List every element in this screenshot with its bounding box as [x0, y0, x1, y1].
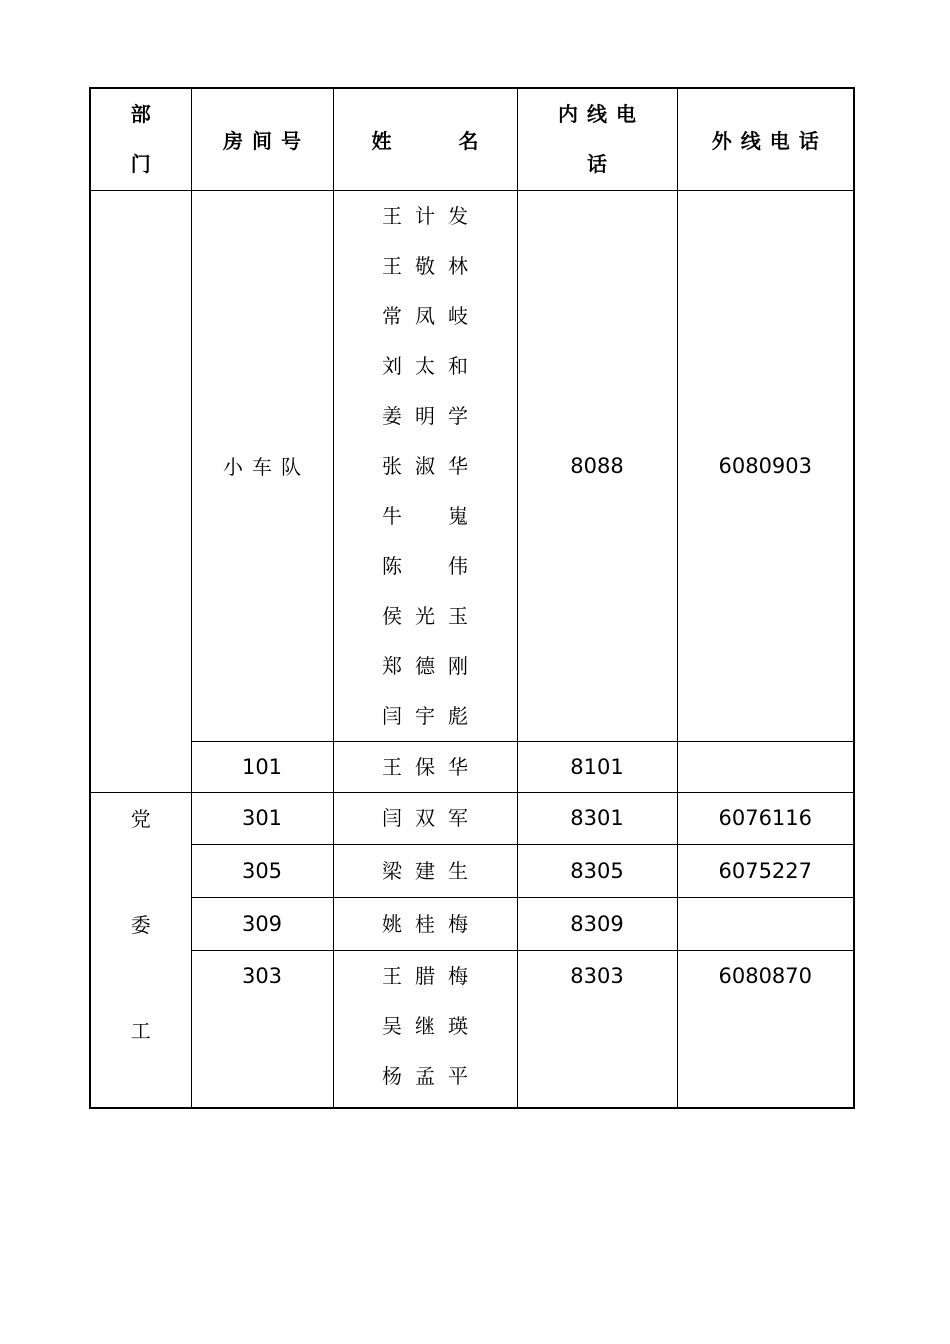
inner-cell [517, 190, 677, 741]
room-cell [191, 792, 333, 845]
header-name-label: 姓 名 [371, 128, 488, 153]
inner-cell [517, 845, 677, 898]
outer-cell [677, 898, 854, 951]
inner-phone-value: 8101 [570, 754, 624, 779]
table-row-motor-pool [90, 190, 854, 741]
person-name: 侯 光 玉 [382, 603, 468, 628]
dept-cell-blank [90, 190, 191, 792]
person-name: 吴 继 瑛 [382, 1013, 468, 1038]
outer-phone-value: 6080870 [718, 963, 813, 988]
room-motor-pool: 小车队 [223, 455, 310, 479]
inner-cell [517, 741, 677, 792]
room-number: 305 [241, 859, 283, 884]
person-name: 姜 明 学 [382, 403, 468, 428]
dept-char-2: 委 [130, 912, 151, 937]
person-name: 王 敬 林 [382, 253, 468, 278]
person-name: 王 腊 梅 [382, 963, 468, 988]
header-inner-phone [517, 88, 677, 190]
table-row-101 [90, 741, 854, 792]
header-dept-line-1: 部 [130, 102, 151, 127]
inner-cell [517, 898, 677, 951]
inner-phone-value: 8088 [570, 453, 624, 478]
person-name: 陈 伟 [382, 553, 468, 578]
dept-char-3: 工 [130, 1018, 151, 1043]
inner-phone-value: 8303 [570, 963, 624, 988]
person-name: 杨 孟 平 [382, 1063, 468, 1088]
table-row-305 [90, 845, 854, 898]
person-name: 牛 嵬 [382, 503, 468, 528]
room-cell [191, 898, 333, 951]
outer-cell [677, 792, 854, 845]
outer-cell [677, 741, 854, 792]
person-name: 闫 宇 彪 [382, 703, 468, 728]
names-cell [333, 190, 517, 741]
header-inner-line-2: 话 [587, 152, 607, 177]
name-cell [333, 741, 517, 792]
inner-phone-value: 8301 [570, 806, 624, 831]
room-number: 101 [241, 754, 283, 779]
header-dept-line-2: 门 [130, 152, 151, 177]
inner-cell [517, 792, 677, 845]
names-cell [333, 950, 517, 1107]
room-number: 309 [241, 912, 283, 937]
dept-cell-party [90, 792, 191, 1108]
outer-phone-value: 6080903 [718, 453, 813, 478]
phone-directory-table [89, 87, 855, 1109]
header-inner-line-1: 内线电 [558, 102, 645, 127]
person-name: 王 保 华 [382, 754, 468, 779]
inner-phone-value: 8309 [570, 912, 624, 937]
room-cell [191, 190, 333, 741]
header-outer-phone [677, 88, 854, 190]
outer-cell [677, 950, 854, 1107]
room-cell [191, 845, 333, 898]
person-name: 刘 太 和 [382, 353, 468, 378]
room-cell [191, 741, 333, 792]
header-row [90, 88, 854, 190]
room-cell [191, 950, 333, 1107]
header-room-label: 房间号 [223, 128, 310, 153]
outer-phone-value: 6076116 [718, 806, 813, 831]
person-name: 王 计 发 [382, 203, 468, 228]
person-name: 姚 桂 梅 [382, 912, 468, 937]
header-dept [90, 88, 191, 190]
name-cell [333, 845, 517, 898]
header-name [333, 88, 517, 190]
header-room [191, 88, 333, 190]
inner-cell [517, 950, 677, 1107]
name-cell [333, 898, 517, 951]
outer-phone-value: 6075227 [718, 859, 813, 884]
person-name: 张 淑 华 [382, 453, 468, 478]
table-row-303 [90, 950, 854, 1107]
name-list [334, 191, 517, 741]
inner-phone-value: 8305 [570, 859, 624, 884]
outer-cell [677, 845, 854, 898]
person-name: 梁 建 生 [382, 859, 468, 884]
name-list [334, 951, 517, 1101]
name-cell [333, 792, 517, 845]
table-row-309 [90, 898, 854, 951]
outer-cell [677, 190, 854, 741]
room-number: 301 [241, 806, 283, 831]
room-number: 303 [241, 963, 283, 988]
person-name: 闫 双 军 [382, 806, 468, 831]
person-name: 郑 德 刚 [382, 653, 468, 678]
person-name: 常 凤 岐 [382, 303, 468, 328]
header-outer-label: 外线电话 [711, 128, 828, 153]
table-row-301 [90, 792, 854, 845]
dept-char-1: 党 [130, 806, 151, 831]
